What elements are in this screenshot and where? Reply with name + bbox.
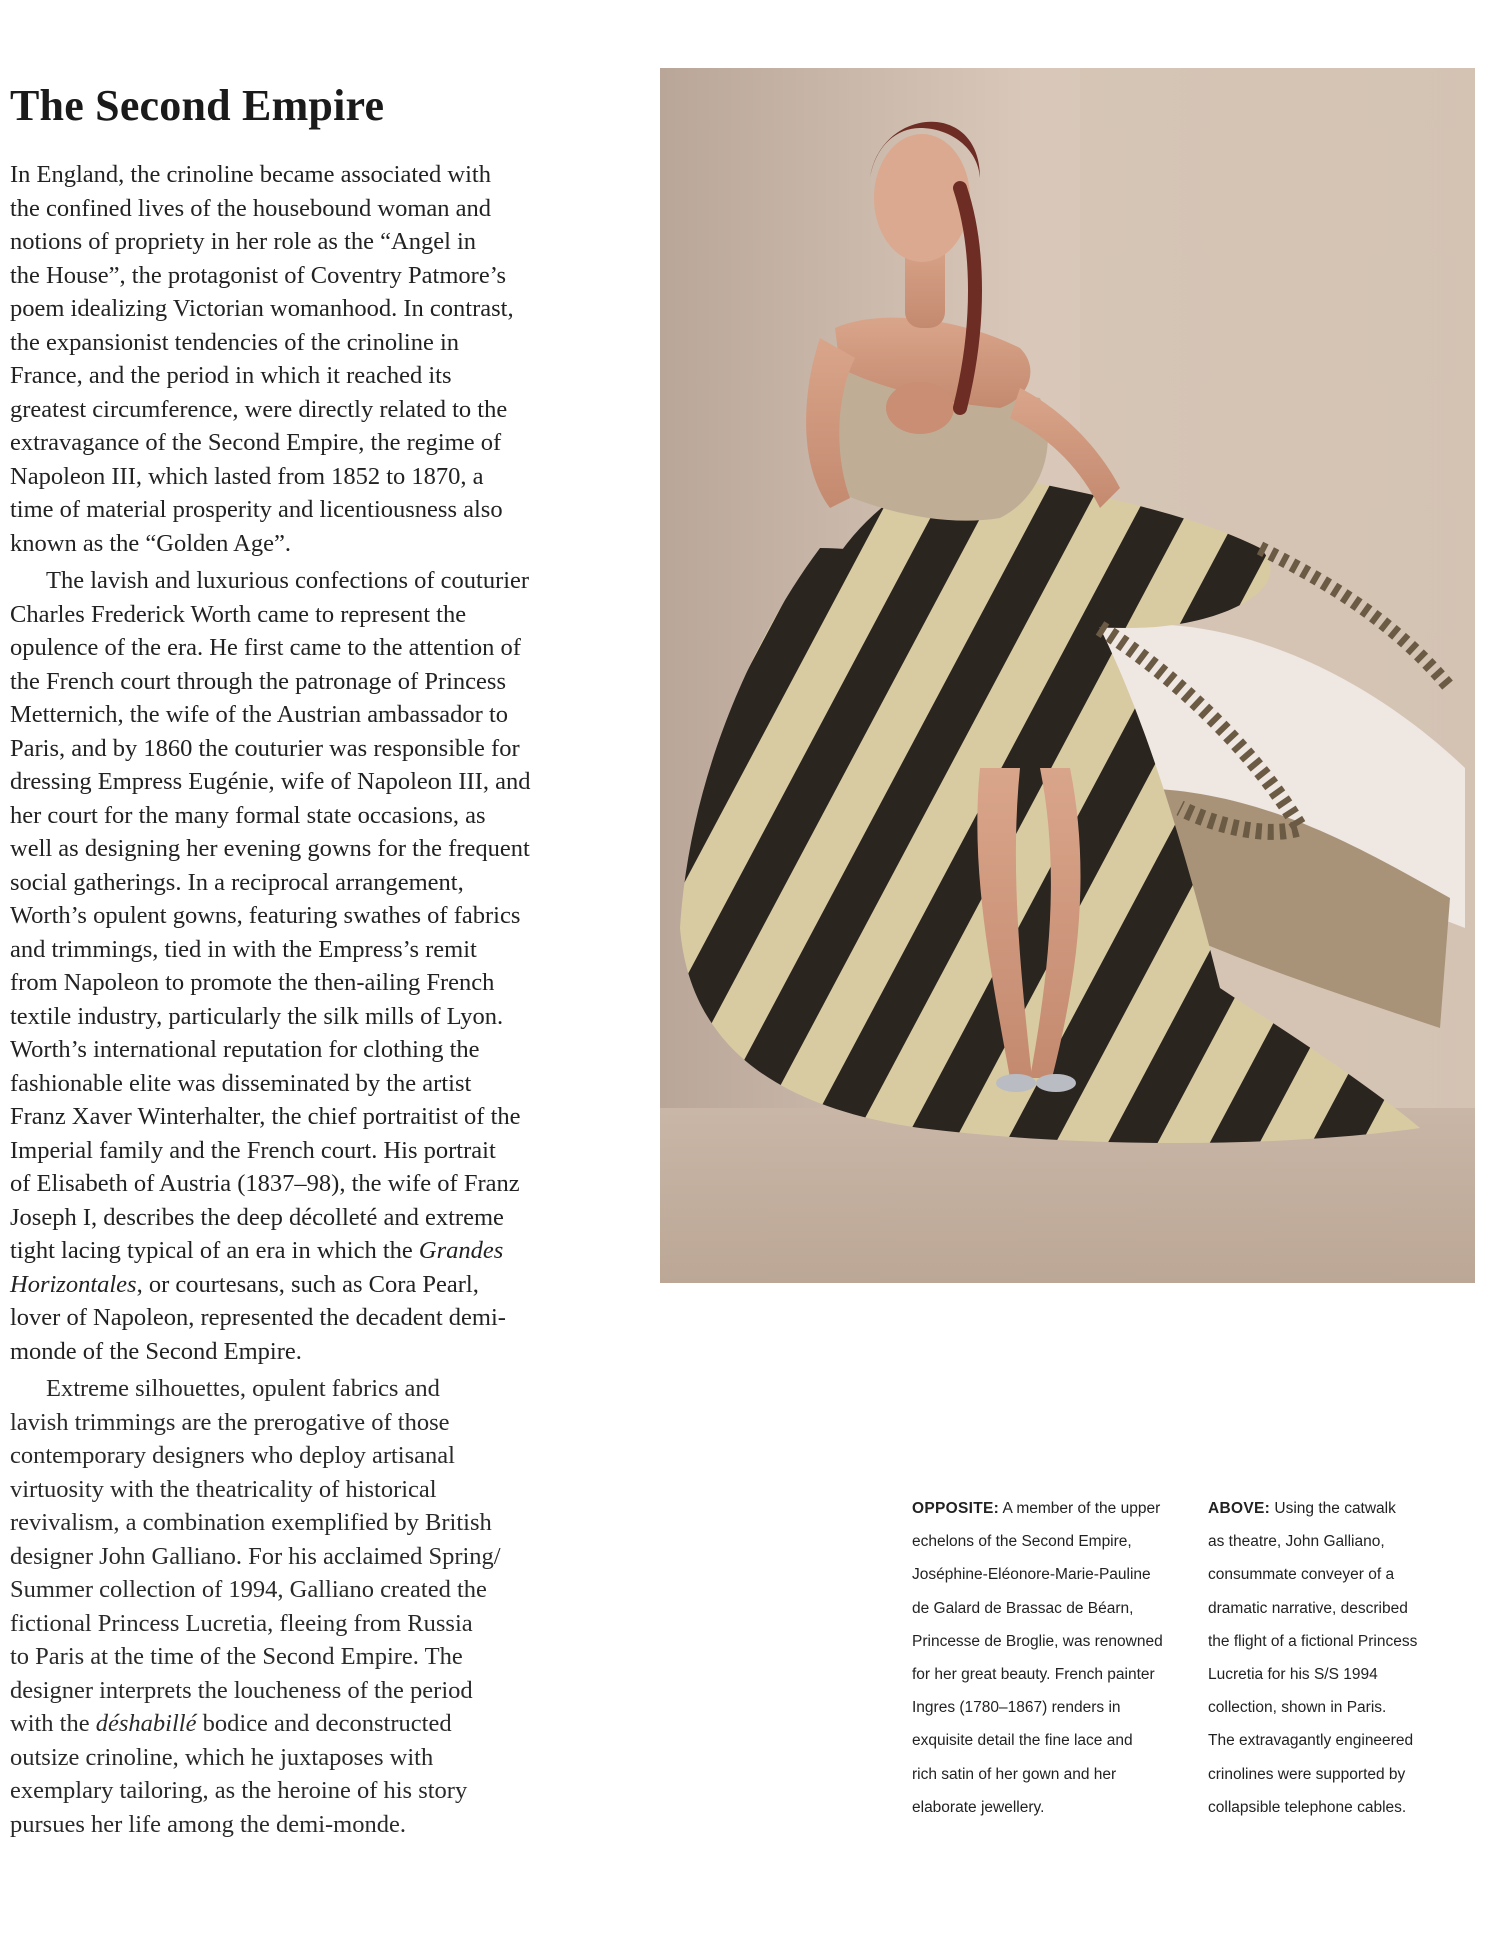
text-segment: tight lacing typical of an era in which the: [10, 1237, 413, 1264]
italic-term: déshabillé: [95, 1710, 197, 1737]
text-line: The lavish and luxurious confections of couturier: [46, 567, 530, 594]
page-title: The Second Empire: [10, 81, 385, 130]
caption-lead: OPPOSITE:: [912, 1500, 1000, 1517]
caption-line: exquisite detail the fine lace and: [912, 1732, 1133, 1750]
caption-line: The extravagantly engineered: [1208, 1732, 1414, 1750]
caption-line: collection, shown in Paris.: [1208, 1699, 1387, 1717]
text-line: monde of the Second Empire.: [10, 1337, 302, 1365]
text-line: the confined lives of the housebound woman and: [10, 194, 492, 222]
text-line: the French court through the patronage of Princess: [10, 667, 506, 695]
text-line: Paris, and by 1860 the couturier was responsible for: [10, 734, 520, 762]
text-line: to Paris at the time of the Second Empire. The: [10, 1643, 463, 1670]
hand-on-chest: [886, 382, 954, 434]
caption-line: echelons of the Second Empire,: [912, 1533, 1132, 1551]
text-line: designer interprets the loucheness of the period: [10, 1676, 473, 1704]
text-line: of Elisabeth of Austria (1837–98), the wife of Franz: [10, 1170, 520, 1197]
caption-line: de Galard de Brassac de Béarn,: [912, 1599, 1134, 1617]
text-line: well as designing her evening gowns for the frequent: [10, 835, 530, 862]
text-line: and trimmings, tied in with the Empress’s remit: [10, 935, 477, 963]
caption-line: Princesse de Broglie, was renowned: [912, 1632, 1163, 1650]
body-paragraph-2: [10, 564, 605, 1368]
caption-line: dramatic narrative, described: [1208, 1599, 1408, 1617]
caption-line: Lucretia for his S/S 1994: [1208, 1666, 1378, 1684]
caption-above: [1208, 1492, 1478, 1824]
caption-line: [912, 1492, 1182, 1525]
text-line: Extreme silhouettes, opulent fabrics and: [46, 1375, 440, 1402]
caption-line: [1208, 1492, 1478, 1525]
text-line: Imperial family and the French court. His portrait: [10, 1136, 496, 1164]
head: [874, 134, 970, 262]
text-line: fashionable elite was disseminated by the artist: [10, 1069, 472, 1097]
caption-line: Ingres (1780–1867) renders in: [912, 1699, 1121, 1717]
text-line: Joseph I, describes the deep décolleté and extreme: [10, 1203, 504, 1231]
text-line: [10, 1234, 605, 1268]
text-line: the expansionist tendencies of the crinoline in: [10, 328, 460, 356]
text-line: opulence of the era. He first came to the attention of: [10, 634, 521, 661]
text-line: Metternich, the wife of the Austrian ambassador to: [10, 701, 509, 728]
text-line: her court for the many formal state occasions, as: [10, 801, 486, 829]
caption-lead: ABOVE:: [1208, 1500, 1271, 1517]
text-segment: bodice and deconstructed: [196, 1710, 452, 1737]
text-line: Charles Frederick Worth came to represent the: [10, 600, 467, 628]
text-line: Worth’s opulent gowns, featuring swathes of fabrics: [10, 902, 521, 929]
runway-photograph: [660, 68, 1475, 1283]
text-line: Worth’s international reputation for clothing the: [10, 1036, 480, 1063]
caption-line: consummate conveyer of a: [1208, 1566, 1395, 1584]
text-line: designer John Galliano. For his acclaimed Spring/: [10, 1542, 501, 1570]
italic-term: Horizontales: [10, 1270, 137, 1298]
text-line: revivalism, a combination exemplified by British: [10, 1509, 492, 1536]
body-paragraph-3: [10, 1372, 605, 1841]
text-line: social gatherings. In a reciprocal arrangement,: [10, 868, 464, 896]
text-line: In England, the crinoline became associated with: [10, 161, 491, 188]
caption-text: A member of the upper: [999, 1500, 1161, 1517]
text-line: dressing Empress Eugénie, wife of Napoleon III, and: [10, 768, 531, 795]
text-line: from Napoleon to promote the then-ailing French: [10, 969, 495, 996]
text-line: textile industry, particularly the silk mills of Lyon.: [10, 1002, 504, 1030]
text-line: outsize crinoline, which he juxtaposes with: [10, 1743, 434, 1771]
caption-line: the flight of a fictional Princess: [1208, 1632, 1418, 1650]
body-paragraph-1: [10, 158, 605, 560]
text-line: greatest circumference, were directly related to the: [10, 395, 508, 423]
text-line: lavish trimmings are the prerogative of those: [10, 1408, 450, 1436]
text-line: lover of Napoleon, represented the decadent demi-: [10, 1304, 506, 1331]
text-line: notions of propriety in her role as the “Angel in: [10, 228, 477, 255]
text-line: time of material prosperity and licentiousness also: [10, 496, 503, 523]
text-segment: with the: [10, 1710, 96, 1737]
text-line: extravagance of the Second Empire, the regime of: [10, 429, 502, 456]
text-line: virtuosity with the theatricality of historical: [10, 1475, 437, 1503]
text-line: the House”, the protagonist of Coventry Patmore’s: [10, 261, 507, 289]
italic-term: Grandes: [418, 1237, 504, 1264]
text-line: Summer collection of 1994, Galliano created the: [10, 1576, 487, 1603]
text-line: exemplary tailoring, as the heroine of his story: [10, 1777, 468, 1804]
right-shoe: [1036, 1074, 1076, 1092]
caption-line: collapsible telephone cables.: [1208, 1798, 1407, 1816]
caption-line: as theatre, John Galliano,: [1208, 1533, 1385, 1551]
text-line: contemporary designers who deploy artisanal: [10, 1442, 455, 1469]
body-text-column: [10, 158, 605, 1845]
text-line: known as the “Golden Age”.: [10, 529, 291, 557]
text-line: [10, 1268, 605, 1302]
caption-text: Using the catwalk: [1270, 1500, 1396, 1517]
text-line: Napoleon III, which lasted from 1852 to 1870, a: [10, 462, 484, 490]
caption-opposite: [912, 1492, 1182, 1824]
text-line: poem idealizing Victorian womanhood. In contrast,: [10, 295, 514, 322]
text-line: [10, 1707, 605, 1741]
text-line: pursues her life among the demi-monde.: [10, 1810, 406, 1838]
text-segment: , or courtesans, such as Cora Pearl,: [136, 1270, 479, 1298]
caption-line: Joséphine-Eléonore-Marie-Pauline: [912, 1566, 1151, 1584]
caption-line: crinolines were supported by: [1208, 1765, 1406, 1783]
caption-line: rich satin of her gown and her: [912, 1765, 1117, 1783]
left-shoe: [996, 1074, 1036, 1092]
text-line: fictional Princess Lucretia, fleeing from Russia: [10, 1609, 473, 1637]
text-line: France, and the period in which it reached its: [10, 362, 452, 389]
text-line: Franz Xaver Winterhalter, the chief portraitist of the: [10, 1103, 521, 1130]
caption-line: for her great beauty. French painter: [912, 1666, 1155, 1684]
runway-photo-illustration: [660, 68, 1475, 1283]
caption-line: elaborate jewellery.: [912, 1798, 1045, 1816]
